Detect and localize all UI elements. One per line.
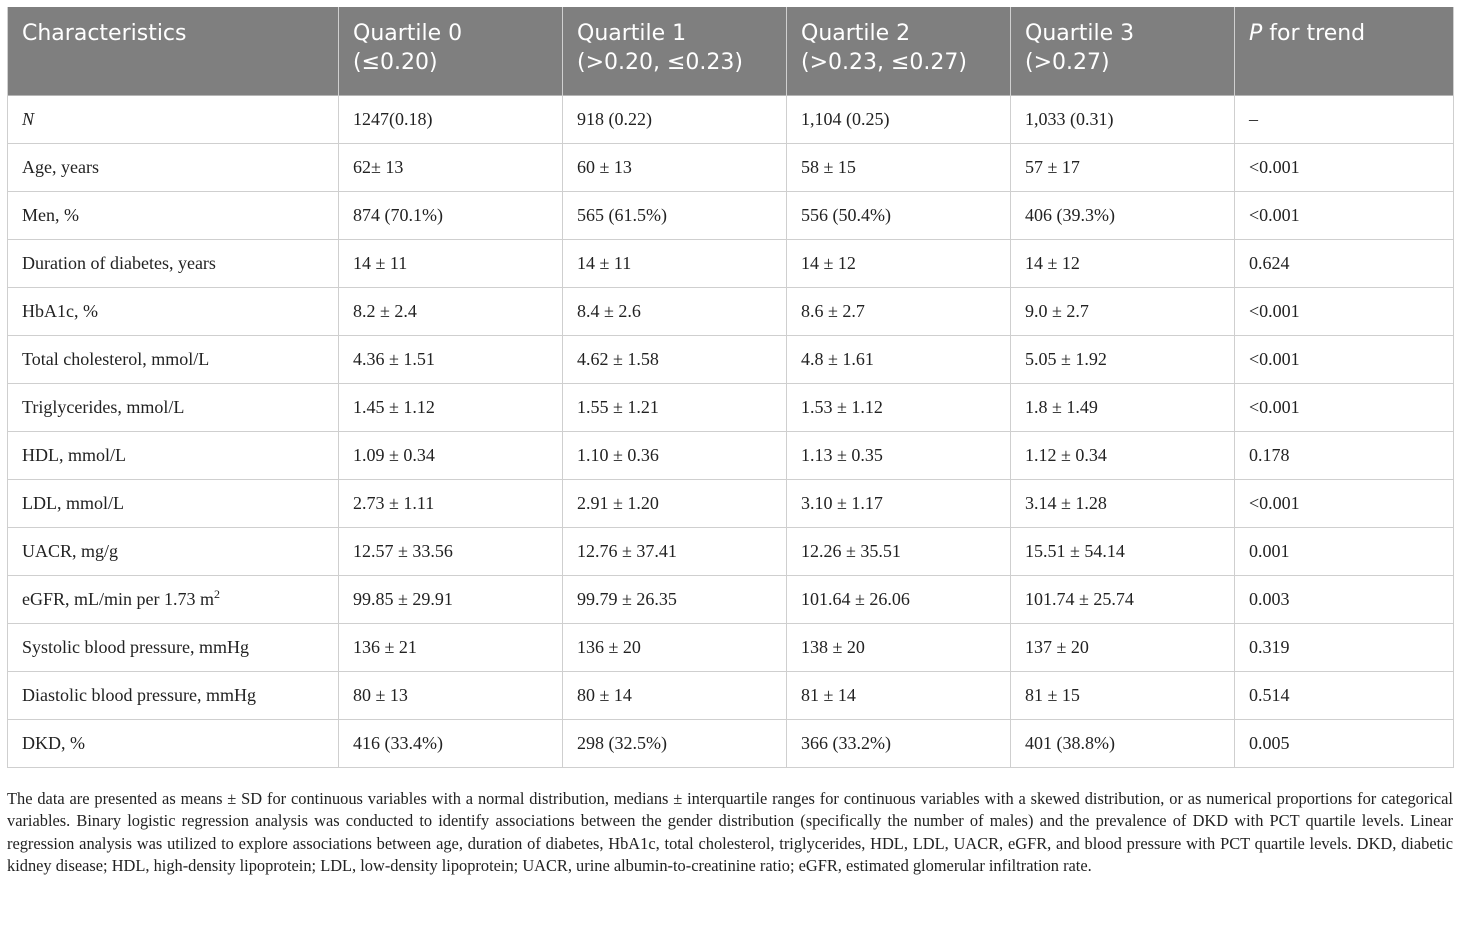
table-cell: 0.178: [1235, 431, 1454, 479]
table-footnote: The data are presented as means ± SD for continuous variables with a normal distribution, medians ± interquartile ranges for continuous variables with a skewed distribution, or as numerical proportions for categorical variables. Binary logistic regression analysis was conducted to identify associations between the gender distribution (specifically the number of males) and the prevalence of DKD with PCT quartile levels. Linear regression analysis was utilized to explore associations between age, duration of diabetes, HbA1c, total cholesterol, triglycerides, HDL, LDL, UACR, eGFR, and blood pressure with PCT quartile levels. DKD, diabetic kidney disease; HDL, high-density lipoprotein; LDL, low-density lipoprotein; UACR, urine albumin-to-creatinine ratio; eGFR, estimated glomerular infiltration rate.: [7, 789, 1453, 875]
table-row: [8, 287, 1454, 335]
table-row: [8, 623, 1454, 671]
table-cell: 416 (33.4%): [339, 719, 563, 767]
table-cell: 2.73 ± 1.11: [339, 479, 563, 527]
table-cell: 1.09 ± 0.34: [339, 431, 563, 479]
table-cell: 0.005: [1235, 719, 1454, 767]
table-cell: 3.10 ± 1.17: [787, 479, 1011, 527]
table-row: [8, 527, 1454, 575]
row-label: N: [22, 108, 35, 129]
column-header-quartile-0: [339, 7, 563, 95]
table-cell: 80 ± 13: [339, 671, 563, 719]
table-cell: 5.05 ± 1.92: [1011, 335, 1235, 383]
characteristics-table: [7, 7, 1454, 768]
table-cell: 12.26 ± 35.51: [787, 527, 1011, 575]
table-cell: 1.55 ± 1.21: [563, 383, 787, 431]
table-row: [8, 143, 1454, 191]
table-cell: 4.62 ± 1.58: [563, 335, 787, 383]
table-header-row: [8, 7, 1454, 95]
row-label: Duration of diabetes, years: [22, 252, 216, 273]
column-header-p-letter: P: [1249, 21, 1263, 46]
row-label-cell: [8, 527, 339, 575]
row-label: UACR, mg/g: [22, 540, 119, 561]
table-cell: 137 ± 20: [1011, 623, 1235, 671]
table-cell: 14 ± 12: [787, 239, 1011, 287]
row-label-cell: [8, 383, 339, 431]
row-label: Triglycerides, mmol/L: [22, 396, 185, 417]
column-header-text: Quartile 2 (>0.23, ≤0.27): [801, 21, 967, 75]
table-cell: 8.4 ± 2.6: [563, 287, 787, 335]
row-label-cell: [8, 575, 339, 623]
table-cell: 81 ± 15: [1011, 671, 1235, 719]
table-cell: 80 ± 14: [563, 671, 787, 719]
row-label-cell: [8, 239, 339, 287]
table-cell: 0.319: [1235, 623, 1454, 671]
table-cell: 15.51 ± 54.14: [1011, 527, 1235, 575]
row-label-cell: [8, 95, 339, 143]
table-cell: 9.0 ± 2.7: [1011, 287, 1235, 335]
table-cell: 1,033 (0.31): [1011, 95, 1235, 143]
table-cell: 0.001: [1235, 527, 1454, 575]
table-cell: 12.76 ± 37.41: [563, 527, 787, 575]
row-label: eGFR, mL/min per 1.73 m: [22, 588, 214, 609]
table-row: [8, 671, 1454, 719]
table-cell: <0.001: [1235, 383, 1454, 431]
table-cell: 2.91 ± 1.20: [563, 479, 787, 527]
table-cell: 565 (61.5%): [563, 191, 787, 239]
table-cell: 1.13 ± 0.35: [787, 431, 1011, 479]
table-cell: 62± 13: [339, 143, 563, 191]
column-header-quartile-2: [787, 7, 1011, 95]
table-cell: 101.64 ± 26.06: [787, 575, 1011, 623]
table-cell: 406 (39.3%): [1011, 191, 1235, 239]
table-cell: 14 ± 11: [563, 239, 787, 287]
row-label: DKD, %: [22, 732, 85, 753]
table-container: [7, 7, 1453, 768]
column-header-p-for-trend: [1235, 7, 1454, 95]
table-cell: 4.8 ± 1.61: [787, 335, 1011, 383]
table-row: [8, 239, 1454, 287]
table-cell: 12.57 ± 33.56: [339, 527, 563, 575]
row-label: Diastolic blood pressure, mmHg: [22, 684, 256, 705]
row-label-cell: [8, 479, 339, 527]
row-label: Total cholesterol, mmol/L: [22, 348, 210, 369]
table-cell: 1.12 ± 0.34: [1011, 431, 1235, 479]
table-cell: 60 ± 13: [563, 143, 787, 191]
column-header-quartile-3: [1011, 7, 1235, 95]
row-label-cell: [8, 335, 339, 383]
table-cell: 136 ± 21: [339, 623, 563, 671]
table-cell: 8.6 ± 2.7: [787, 287, 1011, 335]
table-cell: 556 (50.4%): [787, 191, 1011, 239]
table-cell: <0.001: [1235, 143, 1454, 191]
column-header-quartile-1: [563, 7, 787, 95]
row-label-cell: [8, 431, 339, 479]
table-cell: 99.79 ± 26.35: [563, 575, 787, 623]
table-cell: 14 ± 12: [1011, 239, 1235, 287]
row-label-cell: [8, 143, 339, 191]
row-label-superscript: 2: [214, 586, 220, 601]
table-cell: 1,104 (0.25): [787, 95, 1011, 143]
table-cell: 1.45 ± 1.12: [339, 383, 563, 431]
table-cell: 298 (32.5%): [563, 719, 787, 767]
table-cell: 0.514: [1235, 671, 1454, 719]
table-cell: 1247(0.18): [339, 95, 563, 143]
table-cell: 366 (33.2%): [787, 719, 1011, 767]
column-header-text: for trend: [1262, 21, 1366, 46]
table-row: [8, 719, 1454, 767]
row-label-cell: [8, 623, 339, 671]
column-header-text: Quartile 0 (≤0.20): [353, 21, 463, 75]
table-cell: 58 ± 15: [787, 143, 1011, 191]
table-body: [8, 95, 1454, 767]
table-cell: 1.10 ± 0.36: [563, 431, 787, 479]
row-label: HDL, mmol/L: [22, 444, 126, 465]
table-cell: 401 (38.8%): [1011, 719, 1235, 767]
row-label: HbA1c, %: [22, 300, 98, 321]
column-header-text: Characteristics: [22, 21, 187, 46]
table-row: [8, 431, 1454, 479]
table-cell: 1.8 ± 1.49: [1011, 383, 1235, 431]
row-label: LDL, mmol/L: [22, 492, 124, 513]
column-header-text: Quartile 3 (>0.27): [1025, 21, 1135, 75]
table-cell: 918 (0.22): [563, 95, 787, 143]
column-header-text: Quartile 1 (>0.20, ≤0.23): [577, 21, 743, 75]
table-row: [8, 575, 1454, 623]
table-cell: 0.624: [1235, 239, 1454, 287]
table-row: [8, 479, 1454, 527]
row-label: Age, years: [22, 156, 99, 177]
table-cell: –: [1235, 95, 1454, 143]
table-cell: 874 (70.1%): [339, 191, 563, 239]
table-cell: <0.001: [1235, 287, 1454, 335]
row-label: Men, %: [22, 204, 79, 225]
table-cell: 14 ± 11: [339, 239, 563, 287]
table-cell: <0.001: [1235, 479, 1454, 527]
row-label-cell: [8, 287, 339, 335]
table-cell: 0.003: [1235, 575, 1454, 623]
table-cell: 4.36 ± 1.51: [339, 335, 563, 383]
table-cell: <0.001: [1235, 335, 1454, 383]
table-cell: 136 ± 20: [563, 623, 787, 671]
row-label-cell: [8, 191, 339, 239]
column-header-characteristics: [8, 7, 339, 95]
table-cell: 1.53 ± 1.12: [787, 383, 1011, 431]
table-row: [8, 95, 1454, 143]
table-cell: 81 ± 14: [787, 671, 1011, 719]
table-cell: 3.14 ± 1.28: [1011, 479, 1235, 527]
row-label-cell: [8, 719, 339, 767]
table-cell: <0.001: [1235, 191, 1454, 239]
table-cell: 138 ± 20: [787, 623, 1011, 671]
row-label: Systolic blood pressure, mmHg: [22, 636, 249, 657]
table-cell: 101.74 ± 25.74: [1011, 575, 1235, 623]
row-label-cell: [8, 671, 339, 719]
table-cell: 99.85 ± 29.91: [339, 575, 563, 623]
table-row: [8, 335, 1454, 383]
table-cell: 8.2 ± 2.4: [339, 287, 563, 335]
table-cell: 57 ± 17: [1011, 143, 1235, 191]
table-row: [8, 191, 1454, 239]
table-row: [8, 383, 1454, 431]
